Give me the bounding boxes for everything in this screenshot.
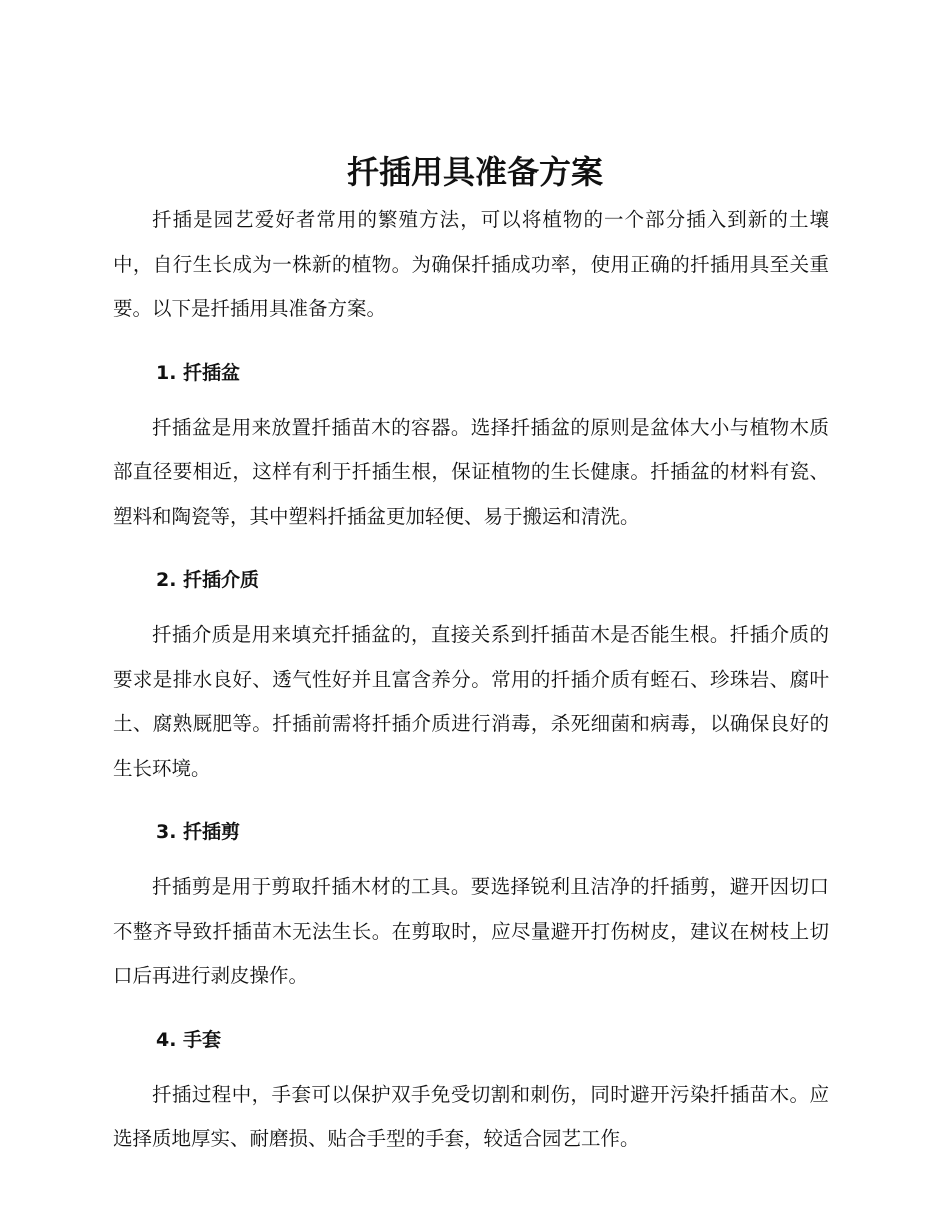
section-paragraph: 扦插介质是用来填充扦插盆的，直接关系到扦插苗木是否能生根。扦插介质的要求是排水良好、透气性好并且富含养分。常用的扦插介质有蛭石、珍珠岩、腐叶土、腐熟厩肥等。扦插前需将扦插介质进行消毒，杀死细菌和病毒，以确保良好的生长环境。 — [113, 623, 829, 780]
section-heading: 4. 手套 — [156, 1028, 222, 1051]
section-paragraph: 扦插过程中，手套可以保护双手免受切割和刺伤，同时避开污染扦插苗木。应选择质地厚实、耐磨损、贴合手型的手套，较适合园艺工作。 — [113, 1082, 829, 1150]
section-heading: 3. 扦插剪 — [156, 821, 241, 843]
intro-paragraph: 扦插是园艺爱好者常用的繁殖方法，可以将植物的一个部分插入到新的土壤中，自行生长成为一株新的植物。为确保扦插成功率，使用正确的扦插用具至关重要。以下是扦插用具准备方案。 — [113, 208, 829, 320]
section-heading: 1. 扦插盆 — [156, 361, 241, 384]
document-title: 扦插用具准备方案 — [346, 153, 603, 191]
section-paragraph: 扦插剪是用于剪取扦插木材的工具。要选择锐利且洁净的扦插剪，避开因切口不整齐导致扦插苗木无法生长。在剪取时，应尽量避开打伤树皮，建议在树枝上切口后再进行剥皮操作。 — [113, 875, 829, 987]
document-body — [113, 198, 829, 1162]
section-heading: 2. 扦插介质 — [156, 569, 260, 591]
section-paragraph: 扦插盆是用来放置扦插苗木的容器。选择扦插盆的原则是盆体大小与植物木质部直径要相近，这样有利于扦插生根，保证植物的生长健康。扦插盆的材料有瓷、塑料和陶瓷等，其中塑料扦插盆更加轻便、易于搬运和清洗。 — [113, 415, 829, 528]
